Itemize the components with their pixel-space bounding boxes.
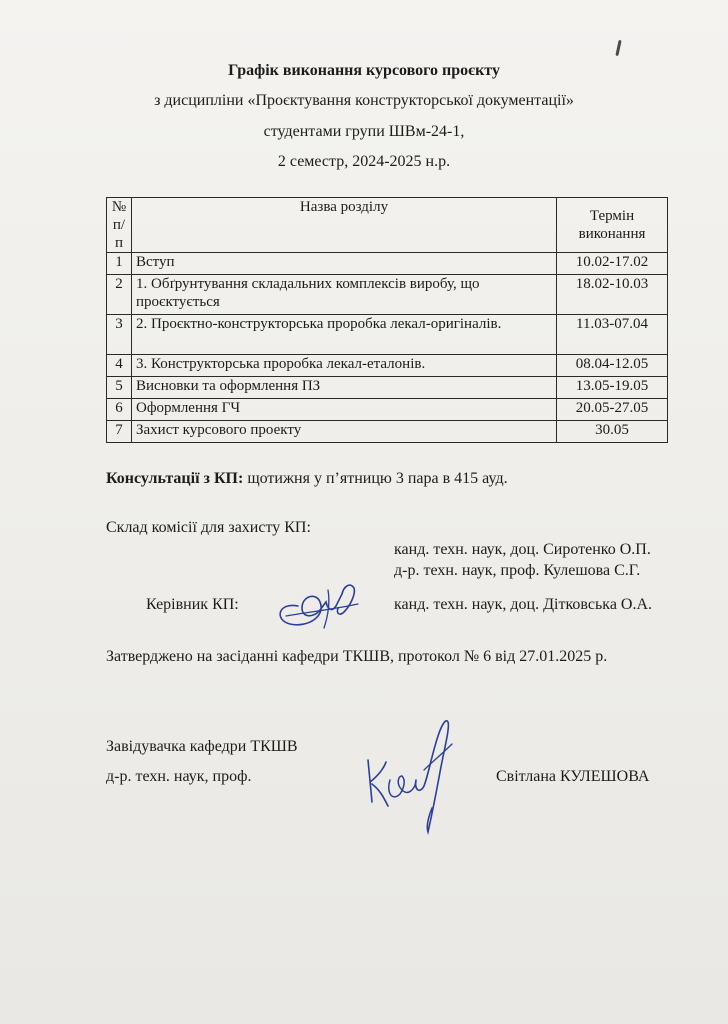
row-section: Оформлення ГЧ bbox=[132, 399, 557, 421]
row-number: 5 bbox=[107, 377, 132, 399]
row-term: 11.03-07.04 bbox=[557, 315, 668, 355]
pen-mark bbox=[615, 40, 621, 56]
commission-label: Склад комісії для захисту КП: bbox=[106, 519, 311, 536]
table-row bbox=[107, 421, 668, 443]
row-section: Висновки та оформлення ПЗ bbox=[132, 377, 557, 399]
table-row bbox=[107, 275, 668, 315]
table-row bbox=[107, 355, 668, 377]
row-number: 2 bbox=[107, 275, 132, 315]
row-section: Вступ bbox=[132, 253, 557, 275]
column-header-number: № п/п bbox=[107, 198, 132, 253]
semester-line: 2 семестр, 2024-2025 н.р. bbox=[277, 153, 451, 170]
row-section: 1. Обґрунтування складальних комплексів виробу, що проєктується bbox=[132, 275, 557, 315]
approval-line: Затверджено на засіданні кафедри ТКШВ, протокол № 6 від 27.01.2025 р. bbox=[106, 648, 608, 665]
consultations-text: щотижня у п’ятницю 3 пара в 415 ауд. bbox=[243, 470, 508, 487]
row-number: 3 bbox=[107, 315, 132, 355]
table-row bbox=[107, 399, 668, 421]
document-title: Графік виконання курсового проєкту bbox=[228, 62, 500, 79]
schedule-table bbox=[106, 197, 668, 443]
table-header-row bbox=[107, 198, 668, 253]
table-row bbox=[107, 377, 668, 399]
row-term: 30.05 bbox=[557, 421, 668, 443]
row-term: 13.05-19.05 bbox=[557, 377, 668, 399]
head-name: Світлана КУЛЕШОВА bbox=[496, 768, 650, 785]
row-term: 18.02-10.03 bbox=[557, 275, 668, 315]
consultations-label: Консультації з КП: bbox=[106, 470, 244, 487]
head-degree: д-р. техн. наук, проф. bbox=[106, 768, 252, 785]
group-line: студентами групи ШВм-24-1, bbox=[263, 123, 465, 140]
commission-member: канд. техн. наук, доц. Сиротенко О.П. bbox=[394, 541, 651, 558]
column-header-term: Термін виконання bbox=[557, 198, 668, 253]
supervisor-signature bbox=[268, 572, 364, 636]
row-section: 2. Проєктно-конструкторська проробка лекал-оригіналів. bbox=[132, 315, 557, 355]
row-number: 1 bbox=[107, 253, 132, 275]
column-header-section: Назва розділу bbox=[132, 198, 557, 253]
row-term: 20.05-27.05 bbox=[557, 399, 668, 421]
discipline-line: з дисципліни «Проєктування конструкторської документації» bbox=[154, 92, 574, 109]
row-section: 3. Конструкторська проробка лекал-еталонів. bbox=[132, 355, 557, 377]
commission-member: д-р. техн. наук, проф. Кулешова С.Г. bbox=[394, 562, 641, 579]
supervisor-name: канд. техн. наук, доц. Дітковська О.А. bbox=[394, 596, 653, 613]
supervisor-label: Керівник КП: bbox=[146, 596, 239, 613]
head-position: Завідувачка кафедри ТКШВ bbox=[106, 738, 298, 755]
row-number: 7 bbox=[107, 421, 132, 443]
table-row bbox=[107, 253, 668, 275]
head-signature bbox=[356, 710, 460, 840]
row-term: 10.02-17.02 bbox=[557, 253, 668, 275]
row-number: 4 bbox=[107, 355, 132, 377]
row-term: 08.04-12.05 bbox=[557, 355, 668, 377]
consultations-line bbox=[106, 470, 508, 488]
row-number: 6 bbox=[107, 399, 132, 421]
table-row bbox=[107, 315, 668, 355]
row-section: Захист курсового проекту bbox=[132, 421, 557, 443]
